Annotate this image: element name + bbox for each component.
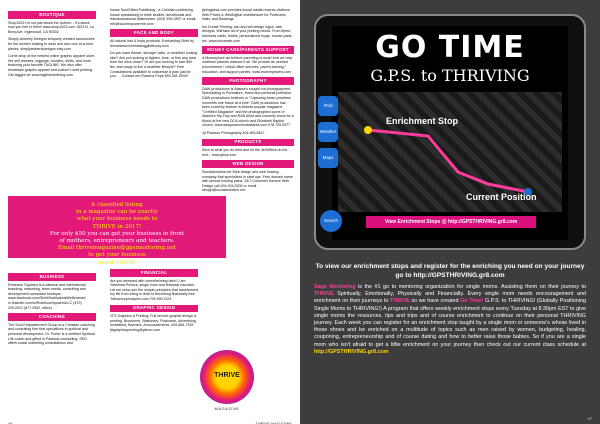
section-head-boutique: BOUTIQUE bbox=[8, 11, 96, 19]
section-head-photography: PHOTOGRAPHY bbox=[202, 77, 294, 85]
ad-line-6: of mothers, entrepreneurs and teachers. bbox=[59, 238, 175, 245]
body-go-time: Go Time! bbox=[460, 298, 484, 305]
body-part-4: Spiritually, Emotionally, Physically and Financially. Every single mom needs encouragement and enrichment on their journeys to bbox=[314, 291, 586, 305]
magazine-label: MAGAZINE bbox=[214, 406, 240, 411]
phone-screen bbox=[319, 26, 568, 240]
listing-socialdomains: Socialdomains.net Web design and web hosting company that specializes in start ups. Free domain name with annual hosting plans. 24/7 Customer Service Web Design call 404.924.5200 or email design@socialdomains.net bbox=[202, 170, 293, 193]
listing-shop1523: Shop1523 I'm not just about the clothes... It's about how you feel in them! www.shop1523.com 1523 N. La Brea Ave. Inglewood, CA 90302 bbox=[8, 20, 94, 34]
thrive-logo bbox=[200, 350, 254, 404]
listing-ink-create: Ink Create Printing: can and will design logos, web designs. Will take all of your printing needs. From flyers, business cards, tshirts, personalized mugs, mouse pads, etc. www.inkcreate.com bbox=[202, 24, 293, 43]
phone-graphic bbox=[314, 14, 586, 250]
maps-app-icon: Maps bbox=[318, 148, 338, 168]
column-3 bbox=[202, 8, 294, 196]
section-head-business: BUSINESS bbox=[8, 273, 96, 281]
listing-taglines: Come shop at the newest online graphic apparel store. We sell dresses, leggings, hoodies, shirts, and more featuring your favorite TAGLINE. We also offer wholesale graphic apparel and custom t-shirt printing. Get tagged at: www.taglinesclothing.com bbox=[8, 54, 96, 77]
body-paragraph bbox=[314, 284, 586, 356]
column-2 bbox=[110, 8, 198, 82]
page-number-right: 47 bbox=[587, 416, 592, 421]
column-2-lower bbox=[110, 266, 198, 336]
body-thrive-2: THRIVE bbox=[390, 298, 410, 305]
listing-robinson-squared: Robinson Squared is a national and international branding, marketing, team-needs, consulting and development consultant boutique. www.facebook.com/SheWhoMarketsWellInvests/ m.linkedin.com/in/RobinsonSquaredLLC (470) 209.2021 (877.2552, office) bbox=[8, 282, 86, 310]
section-head-products: PRODUCTS bbox=[202, 139, 294, 147]
call-to-action: To view our enrichment stops and register for the enriching you need on your journey go to http://GPSTHRIVING.gr8.com bbox=[315, 263, 585, 279]
ad-line-5: For only $50 you can get your business in front bbox=[49, 230, 185, 237]
search-icon: Search bbox=[320, 210, 342, 232]
weather-app-icon: Weather bbox=[318, 122, 338, 142]
section-head-graphic-design: GRAPHIC DESIGN bbox=[110, 305, 198, 313]
ad-line-8: to get your business bbox=[88, 252, 146, 259]
ipod-app-icon: iPod bbox=[318, 96, 338, 116]
section-head-face-body: FACE AND BODY bbox=[110, 29, 198, 37]
enrichment-stop-label: Enrichment Stop bbox=[386, 116, 459, 126]
listing-soul-empowerment: The Soul Empowerment Group is a Christian coaching and consulting firm that specializes in spiritual and personal development. Dr. Porter is a certified Spiritual Life coach and gifted in Pastoral counseling. SEG offers social marketing consultations and bbox=[8, 322, 95, 346]
body-sage-mentoring: Sage Mentoring bbox=[314, 284, 356, 290]
ad-line-1: A classified listing bbox=[91, 202, 143, 208]
listing-jd-pearson: Jd Pearson Photography 404.963.5647 bbox=[202, 131, 265, 136]
current-position-label: Current Position bbox=[466, 192, 537, 202]
listing-jermstick: Stick to what you do best and let the JerMStick do the rest... www.jstick.com bbox=[202, 148, 288, 157]
listing-everlasting-glide: All natural hair & body products. Everlasting Glide by Ieesa!www.everlastingglidebody.com bbox=[110, 38, 194, 48]
section-head-coaching: COACHING bbox=[8, 313, 96, 321]
footer-magazine-name: THRIVE MAGAZINE bbox=[255, 421, 292, 424]
body-url: http://GPSTHRIVING.gr8.com bbox=[314, 348, 389, 355]
ad-line-4: THRIVE in 2017! bbox=[92, 223, 142, 230]
body-thrive-1: THRIVE bbox=[314, 291, 334, 298]
enrichment-stop-pin bbox=[364, 126, 372, 134]
listing-rowena-pope: Do you want thicker, stronger nails, or healthier looking skin? Are you looking to tighten, tone, or firm any area from the neck down? Or are you looking to lose $40 lbs. and ready to live a healthier lifestyle? Free Consultations available to customize a plan just for you. . . Contact me Rowena Pope 803.391.5944! bbox=[110, 51, 198, 79]
logo-text: THRIVE bbox=[214, 372, 240, 379]
listing-yamesha-pullock: Are you stressed with overwhelming debt? I am Yamesha Pullock, single mom and financial educator. Let me show you the simple principles that transformed my life from being in debt to becoming financially free. Yafinanceprinciples.com 706.999.2221 bbox=[110, 278, 198, 301]
section-head-financial: FINANCIAL bbox=[110, 269, 198, 277]
listing-simply-amberly: Simply Amberly Designs Uniquely created accessories for the women looking to wear and own one-of-a-kind pieces. simplyamberlydesigns.etsy.com bbox=[8, 37, 95, 51]
classified-ad-box bbox=[8, 196, 226, 266]
page-number-left: 46 bbox=[8, 421, 13, 424]
ad-line-2: in a magazine can be exactly bbox=[76, 209, 158, 216]
section-head-web-design: WEB DESIGN bbox=[202, 160, 294, 168]
body-part-6: so we have created bbox=[409, 298, 461, 305]
view-enrichment-banner: View Enrichment Stops @ http://GPSTHRIVING.gr8.com bbox=[366, 216, 536, 228]
column-1-lower bbox=[8, 270, 96, 349]
map-area bbox=[338, 92, 562, 212]
body-part-8: G.P.S. to THRIVING! (Globally Positioning Single Moms to THRIVING!) A program that offers weekly enrichment stops every Tuesday at 8:30pm EST to give single moms the resources, tips and trips and of course enrichment to continue on their personal THRIVING journey. Each week you can register for an enrichment stop taught by a single mom or someone's whose lived in those shoes and be enriched on a multitude of topics such as men raised by women, budgeting, healing, couponing, entrepreneurship and of course dating and how to better raise those babies. So if you are a single mom who isn't afraid to get a little enrichment on your journey then check out our current class schedule at bbox=[314, 298, 586, 348]
section-head-money-care: MONEY CARE/PARENTS SUPPORT bbox=[202, 46, 294, 54]
listing-soulgifted: house SoulGifted Publishing - a Christian publishing house specializing in bible studies, devotionals and transformational testimonies. (404) 599-2857 or email: info@soulempowerme.com bbox=[110, 8, 197, 26]
listing-jtsfmglobal: jtsfmglobal.com provides social media reverse citations. Web Prices & WebDigital mobileinsure for Pedicures, Nails, and Bookings bbox=[202, 8, 291, 22]
ad-line-7: Email thrivemagazine@gpsmentoring.net bbox=[57, 245, 177, 252]
listing-daw-productions: DAW productions is Atlanta's sought out photographers: Specializing in Portraiture, event and personal portfolios. DAW productions believes in "Capturing those priceless moments one frame at a time" DAW productions has been currently feature in Atlanta popular magazine "Certified Magazine" and the photographed some of Atlanta's Hip Hop and R&B Artist and currently shoot for a Music at the new DCA church and Elizabeth Baptist church. www.dawproductionsatlanta.com 678.725.0977 bbox=[202, 86, 294, 128]
body-part-2: is the #1 go to mentoring organization for single moms. Assisting them on their journey to bbox=[355, 284, 587, 290]
listing-mommylove: A Mommylove we believe parenting is work! And we help mothers/ parents balance it all. We provide as needed procurement / virtual office services, parent-training / education, and support parties. www.mommylovers.com bbox=[202, 55, 293, 74]
go-time-title: GO TIME bbox=[375, 30, 525, 65]
ad-line-9: listed TODAY bbox=[98, 259, 136, 266]
column-1 bbox=[8, 8, 96, 80]
listing-jts-graphics: JTS Graphics & Printing: Full service graphic design & printing. Brochures, Stationery, Postcards, Advertising, Invitations, Banners, Announcements. 626.664.7339 jtsgraphicsprinting@yahoo.com bbox=[110, 314, 197, 332]
gps-subtitle: G.P.S. to THRIVING bbox=[370, 66, 530, 85]
ad-line-3: what your business needs to bbox=[76, 216, 158, 223]
right-page bbox=[300, 0, 600, 424]
